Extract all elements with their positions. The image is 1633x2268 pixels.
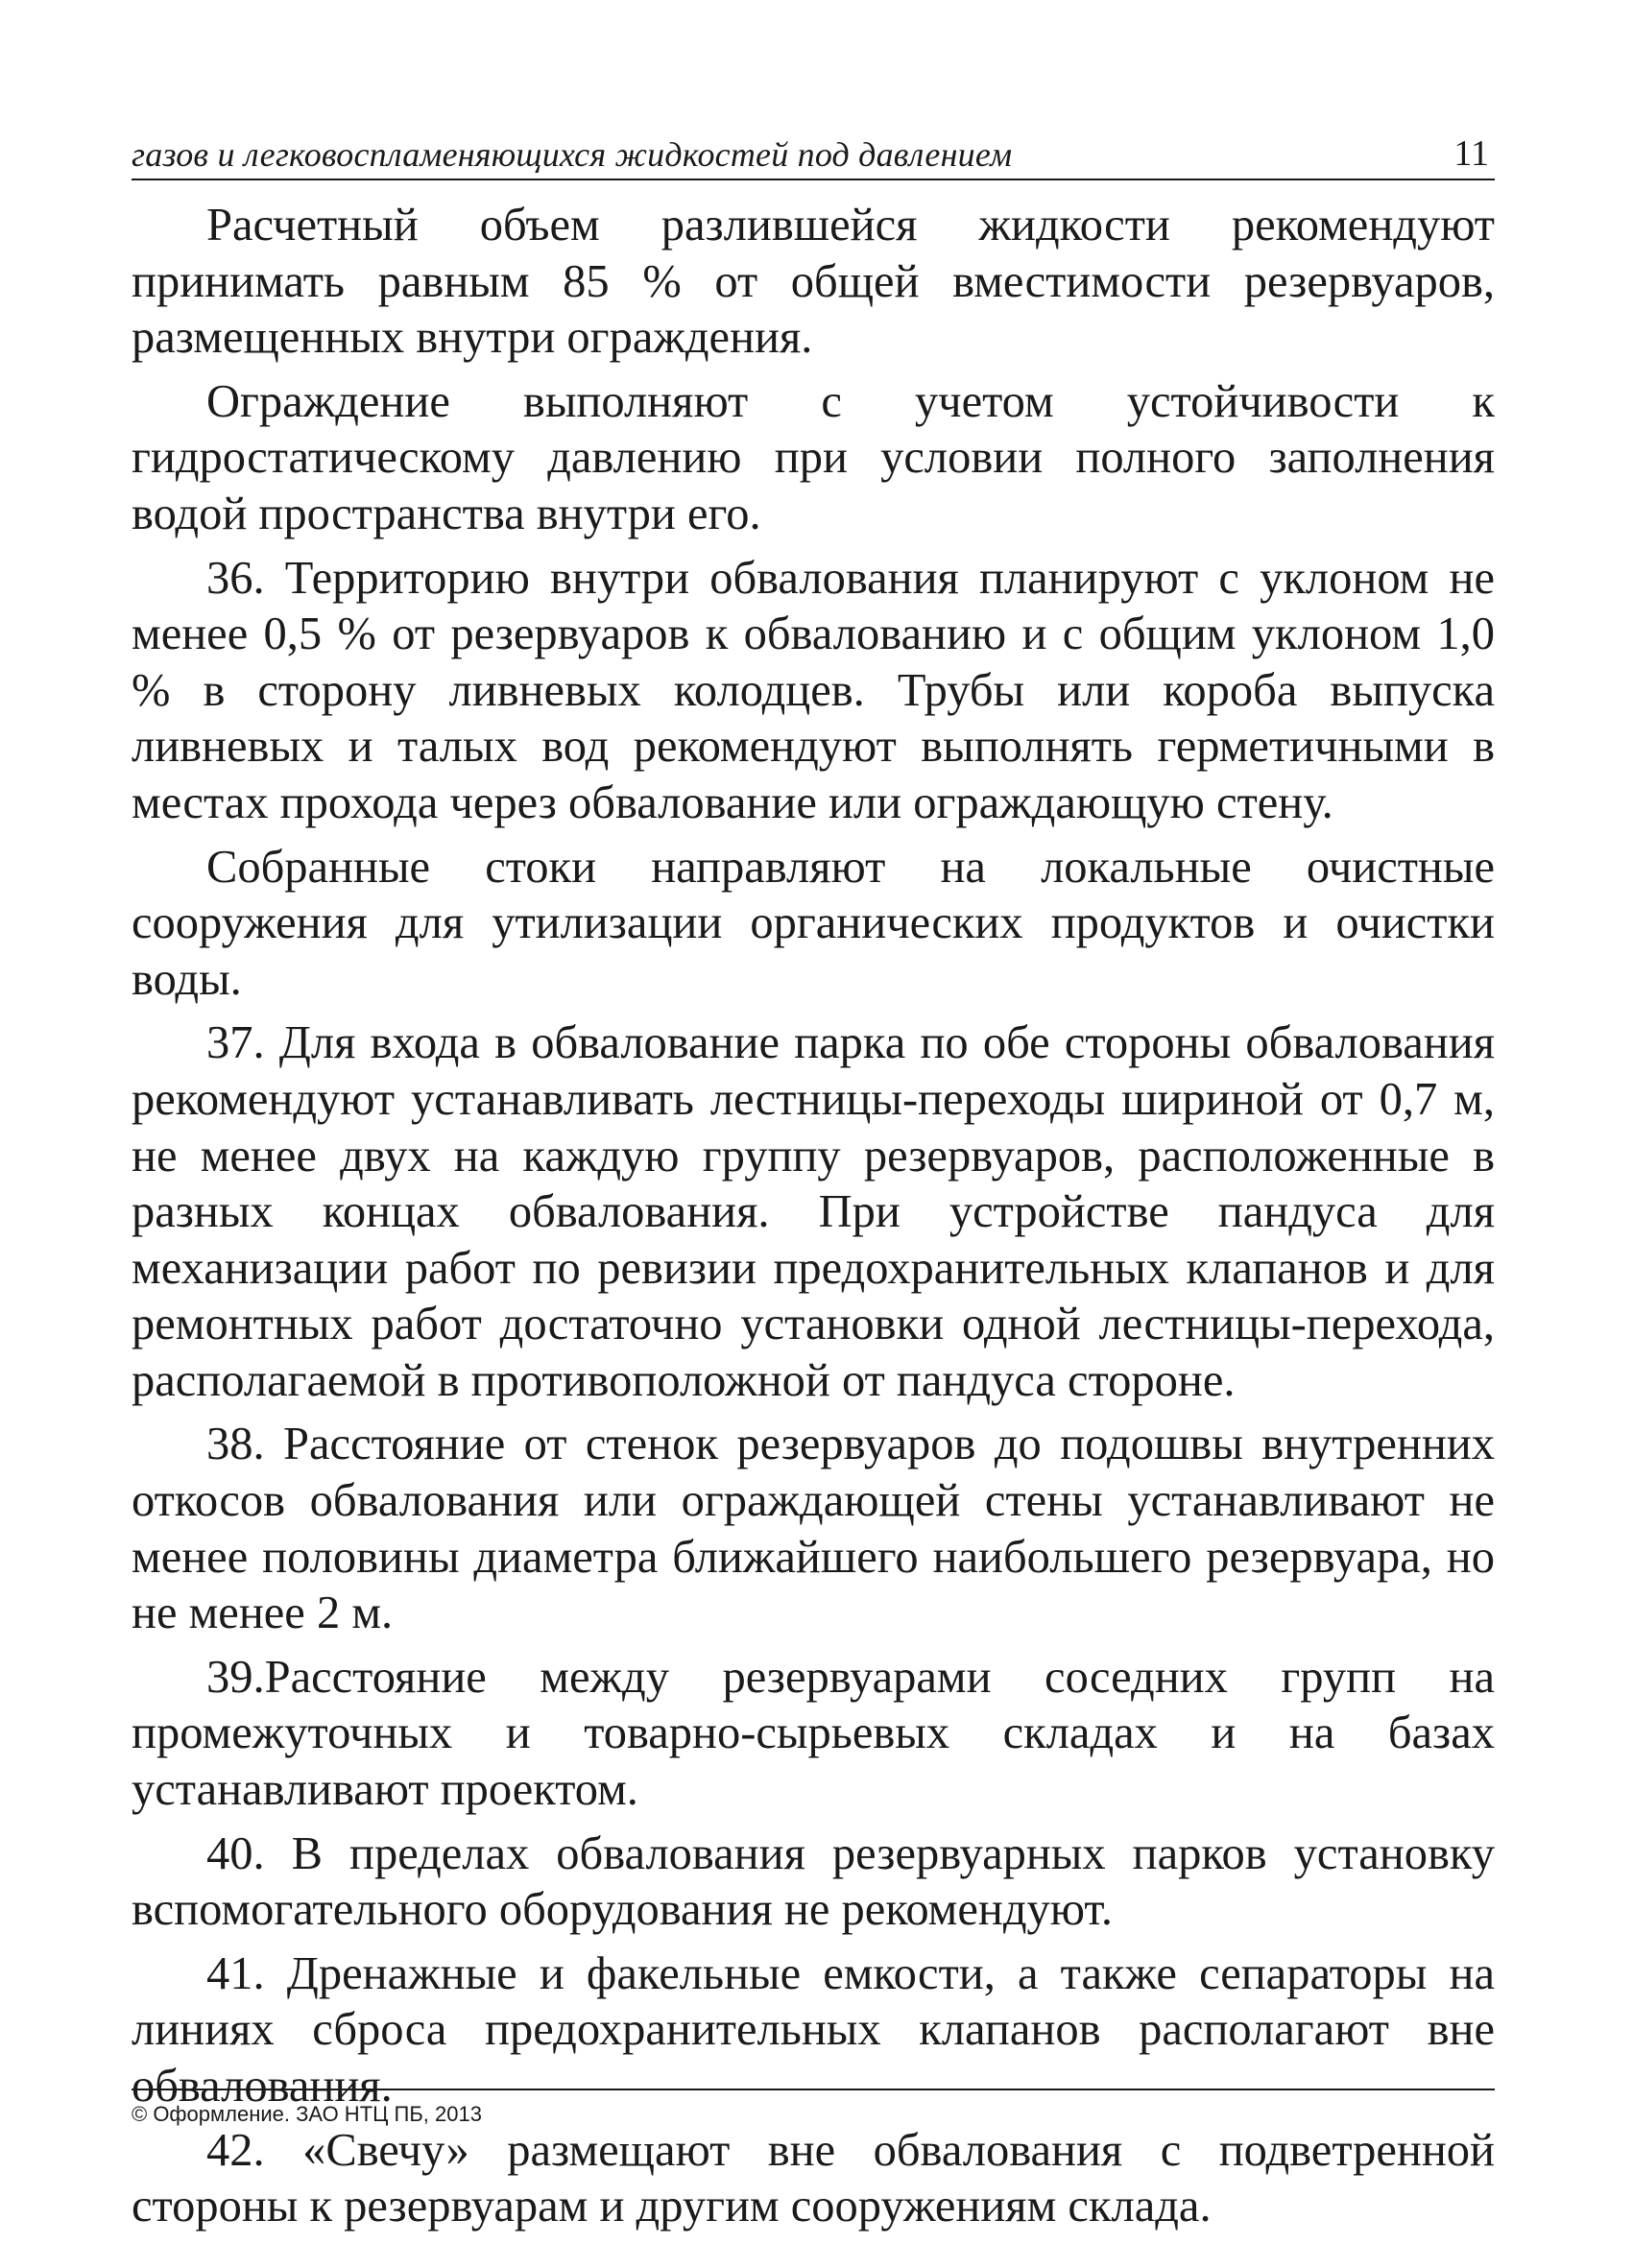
- copyright-notice: © Оформление. ЗАО НТЦ ПБ, 2013: [132, 2102, 482, 2126]
- paragraph: 36. Территорию внутри обвалования планируют с уклоном не менее 0,5 % от резервуаров к обвалованию и с общим уклоном 1,0 % в сторону ливневых колодцев. Трубы или короба выпуска ливневых и талых вод рекомендуют выполнять герметичными в местах прохода через обвалование или ограждающую стену.: [132, 552, 1495, 828]
- page-footer: [132, 2089, 1495, 2127]
- paragraph: 38. Расстояние от стенок резервуаров до подошвы внутренних откосов обвалования или ограждающей стены устанавливают не менее половины диаметра ближайшего наибольшего резервуара, но не менее 2 м.: [132, 1419, 1495, 1639]
- paragraph: 41. Дренажные и факельные емкости, а также сепараторы на линиях сброса предохранительных клапанов располагают вне обвалования.: [132, 1947, 1495, 2112]
- running-title: газов и легковоспламеняющихся жидкостей под давлением: [132, 135, 1013, 174]
- paragraph: 39.Расстояние между резервуарами соседних групп на промежуточных и товарно-сырьевых складах и на базах устанавливают проектом.: [132, 1651, 1495, 1816]
- paragraph: 37. Для входа в обвалование парка по обе стороны обвалования рекомендуют устанавливать лестницы-переходы шириной от 0,7 м, не менее двух на каждую группу резервуаров, расположенные в разных концах обвалования. При устройстве пандуса для механизации работ по ревизии предохранительных клапанов и для ремонтных работ достаточно установки одной лестницы-перехода, располагаемой в противоположной от пандуса стороне.: [132, 1017, 1495, 1406]
- body-text: [132, 198, 1495, 2235]
- paragraph: Ограждение выполняют с учетом устойчивости к гидростатическому давлению при условии полного заполнения водой пространства внутри его.: [132, 375, 1495, 539]
- paragraph: Собранные стоки направляют на локальные очистные сооружения для утилизации органических продуктов и очистки воды.: [132, 841, 1495, 1005]
- paragraph: 42. «Свечу» размещают вне обвалования с подветренной стороны к резервуарам и другим сооружениям склада.: [132, 2124, 1495, 2232]
- running-header: [132, 115, 1495, 180]
- document-page: [132, 115, 1495, 2232]
- paragraph: 40. В пределах обвалования резервуарных парков установку вспомогательного оборудования не рекомендуют.: [132, 1827, 1495, 1936]
- page-number: 11: [1453, 133, 1489, 174]
- paragraph: Расчетный объем разлившейся жидкости рекомендуют принимать равным 85 % от общей вместимости резервуаров, размещенных внутри ограждения.: [132, 200, 1495, 364]
